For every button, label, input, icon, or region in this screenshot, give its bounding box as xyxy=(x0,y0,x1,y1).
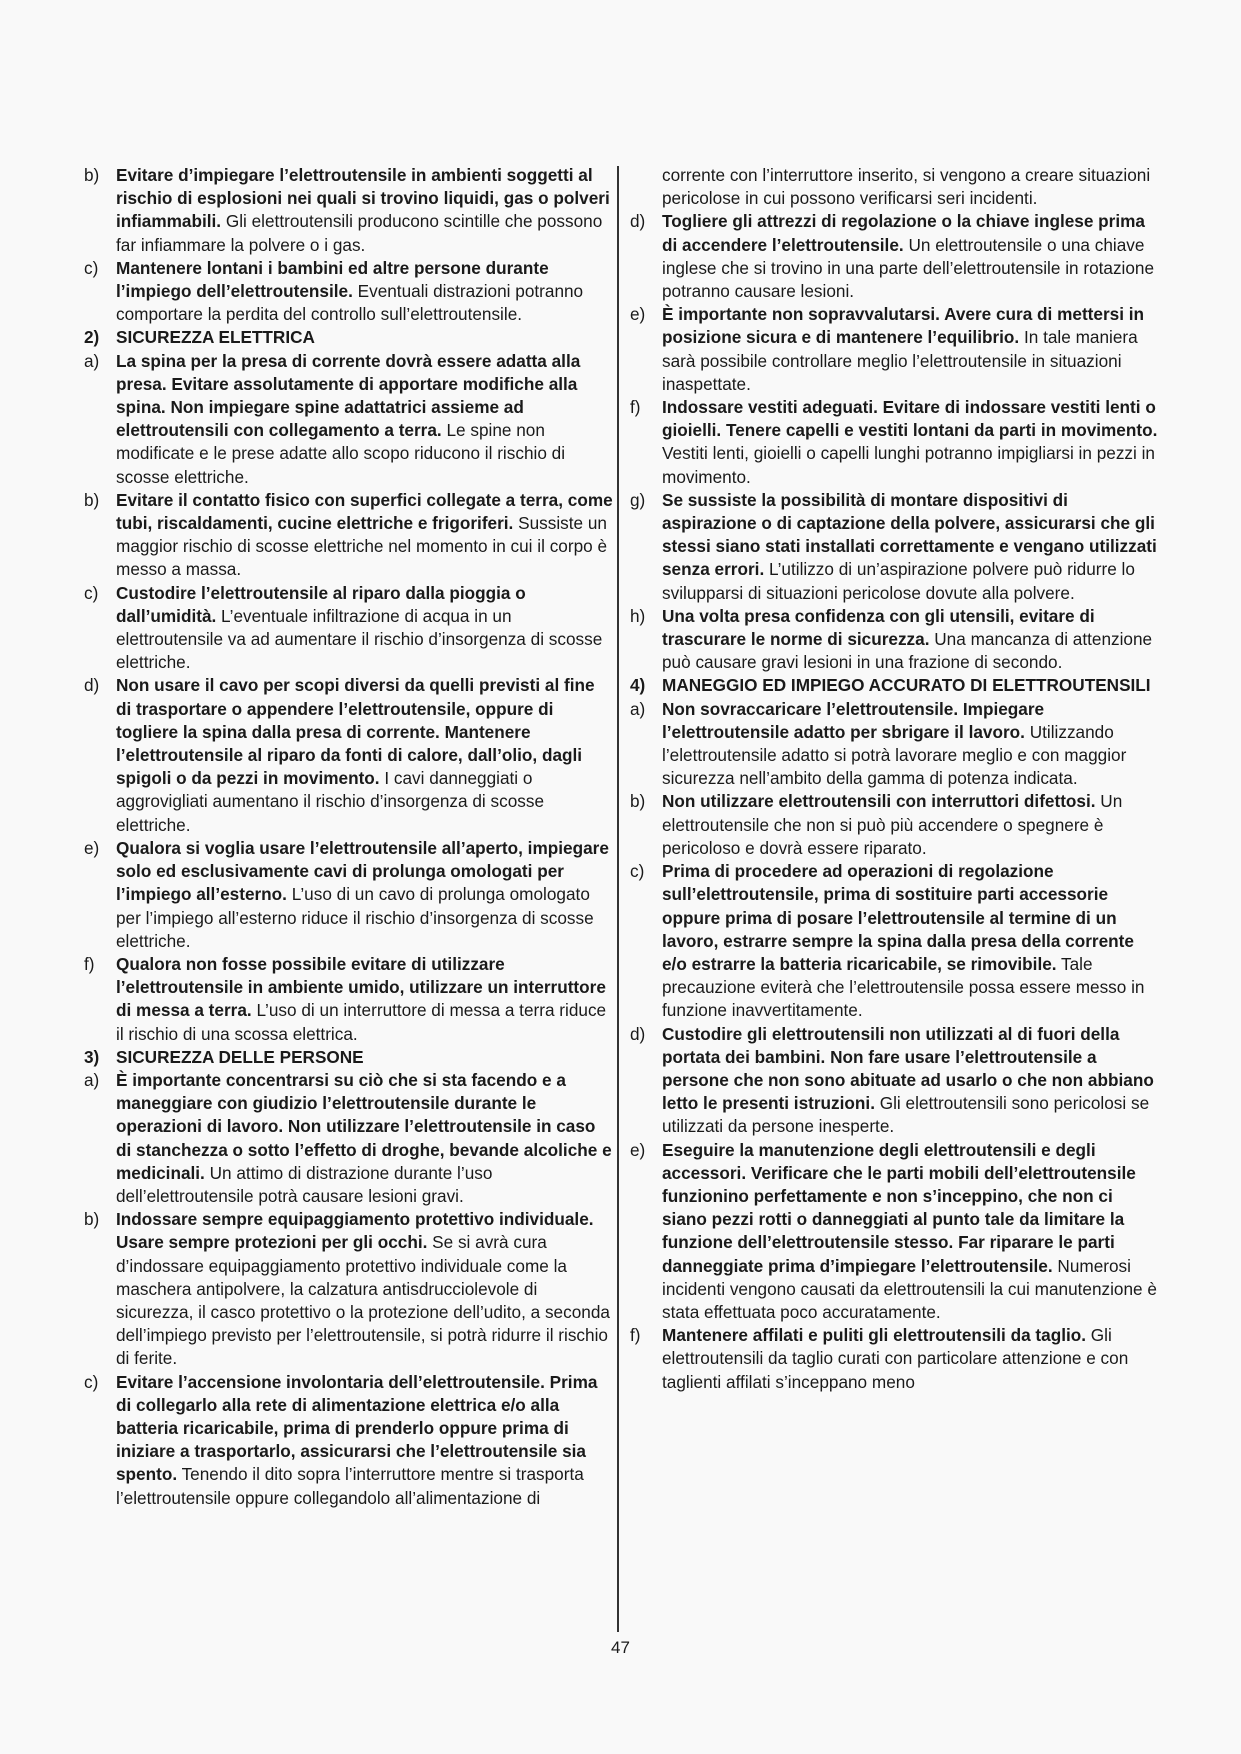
list-item: e) Eseguire la manutenzione degli elettroutensili e degli accessori. Verificare che le parti mobili dell’elettroutensile funzionino perfettamente e non s’inceppino, che non ci siano pezzi rotti o danneggiati al punto tale da limitare la funzione dell’elettroutensile stesso. Far riparare le parti danneggiate prima d’impiegare l’elettroutensile. Numerosi incidenti vengono causati da elettroutensili la cui manutenzione è stata effettuata poco accuratamente. xyxy=(630,1139,1157,1322)
list-item: f) Mantenere affilati e puliti gli elettroutensili da taglio. Gli elettroutensili da taglio curati con particolare attenzione e con taglienti affilati s’inceppano meno xyxy=(630,1325,1129,1392)
list-item: d) Custodire gli elettroutensili non utilizzati al di fuori della portata dei bambini. Non fare usare l’elettroutensile a persone che non sono abituate ad usarlo o che non abbiano letto le presenti istruzioni. Gli elettroutensili sono pericolosi se utilizzati da persone inesperte. xyxy=(630,1023,1154,1137)
left-column xyxy=(84,164,614,1510)
list-item: c) Prima di procedere ad operazioni di regolazione sull’elettroutensile, prima di sostituire parti accessorie oppure prima di posare l’elettroutensile al termine di un lavoro, estrarre sempre la spina dalla presa della corrente e/o estrarre la batteria ricaricabile, se rimovibile. Tale precauzione eviterà che l’elettroutensile possa essere messo in funzione inavvertitamente. xyxy=(630,861,1145,1021)
list-item: b) Indossare sempre equipaggiamento protettivo individuale. Usare sempre protezioni per gli occhi. Se si avrà cura d’indossare equipaggiamento protettivo individuale come la maschera antipolvere, la calzatura antisdrucciolevole di sicurezza, il casco protettivo o la protezione dell’udito, a seconda dell’impiego previsto per l’elettroutensile, si potrà ridurre il rischio di ferite. xyxy=(84,1209,610,1369)
section-heading: 3) SICUREZZA DELLE PERSONE xyxy=(84,1046,364,1067)
section-heading: 2) SICUREZZA ELETTRICA xyxy=(84,327,315,348)
column-divider xyxy=(617,166,619,1632)
section-heading: 4) MANEGGIO ED IMPIEGO ACCURATO DI ELETTROUTENSILI xyxy=(630,675,1151,696)
list-item: c) Mantenere lontani i bambini ed altre persone durante l’impiego dell’elettroutensile. Eventuali distrazioni potranno comportare la perdita del controllo sull’elettroutensile. xyxy=(84,257,584,325)
page-number: 47 xyxy=(611,1638,630,1657)
list-item: h) Una volta presa confidenza con gli utensili, evitare di trascurare le norme di sicurezza. Una mancanza di attenzione può causare gravi lesioni in una frazione di secondo. xyxy=(630,605,1153,673)
continued-text: corrente con l’interruttore inserito, si vengono a creare situazioni pericolose in cui possono verificarsi seri incidenti. xyxy=(662,165,1151,209)
list-item: f) Qualora non fosse possibile evitare di utilizzare l’elettroutensile in ambiente umido, utilizzare un interruttore di messa a terra. L’uso di un interruttore di messa a terra riduce il rischio di una scossa elettrica. xyxy=(84,953,607,1044)
list-item: f) Indossare vestiti adeguati. Evitare di indossare vestiti lenti o gioielli. Tenere capelli e vestiti lontani da parti in movimento. Vestiti lenti, gioielli o capelli lunghi potranno impigliarsi in pezzi in movimento. xyxy=(630,397,1158,487)
list-item: a) La spina per la presa di corrente dovrà essere adatta alla presa. Evitare assolutamente di apportare modifiche alla spina. Non impiegare spine adattatrici assieme ad elettroutensili con collegamento a terra. Le spine non modificate e le prese adatte allo scopo riducono il rischio di scosse elettriche. xyxy=(84,350,581,487)
list-item: g) Se sussiste la possibilità di montare dispositivi di aspirazione o di captazione della polvere, assicurarsi che gli stessi siano stati installati correttamente e vengano utilizzati senza errori. L’utilizzo di un’aspirazione polvere può ridurre lo svilupparsi di situazioni pericolose dovute alla polvere. xyxy=(630,489,1157,603)
list-item: c) Custodire l’elettroutensile al riparo dalla pioggia o dall’umidità. L’eventuale infiltrazione di acqua in un elettroutensile va ad aumentare il rischio d’insorgenza di scosse elettriche. xyxy=(84,582,603,673)
list-item: b) Non utilizzare elettroutensili con interruttori difettosi. Un elettroutensile che non si può più accendere o spegnere è pericoloso e dovrà essere riparato. xyxy=(630,791,1123,858)
list-item: b) Evitare d’impiegare l’elettroutensile in ambienti soggetti al rischio di esplosioni nei quali si trovino liquidi, gas o polveri infiammabili. Gli elettroutensili producono scintille che possono far infiammare la polvere o i gas. xyxy=(84,165,610,255)
list-item: e) Qualora si voglia usare l’elettroutensile all’aperto, impiegare solo ed esclusivamente cavi di prolunga omologati per l’impiego all’esterno. L’uso di un cavo di prolunga omologato per l’impiego all’esterno riduce il rischio d’insorgenza di scosse elettriche. xyxy=(84,837,609,951)
list-item: c) Evitare l’accensione involontaria dell’elettroutensile. Prima di collegarlo alla rete di alimentazione elettrica e/o alla batteria ricaricabile, prima di prenderlo oppure prima di iniziare a trasportarlo, assicurarsi che l’elettroutensile sia spento. Tenendo il dito sopra l’interruttore mentre si trasporta l’elettroutensile oppure collegandolo all’alimentazione di xyxy=(84,1371,598,1508)
list-item: d) Non usare il cavo per scopi diversi da quelli previsti al fine di trasportare o appendere l’elettroutensile, oppure di togliere la spina dalla presa di corrente. Mantenere l’elettroutensile al riparo da fonti di calore, dall’olio, dagli spigoli o da pezzi in movimento. I cavi danneggiati o aggrovigliati aumentano il rischio d’insorgenza di scosse elettriche. xyxy=(84,675,595,835)
list-item: e) È importante non sopravvalutarsi. Avere cura di mettersi in posizione sicura e di mantenere l’equilibrio. In tale maniera sarà possibile controllare meglio l’elettroutensile in situazioni inaspettate. xyxy=(630,304,1145,394)
list-item: d) Togliere gli attrezzi di regolazione o la chiave inglese prima di accendere l’elettroutensile. Un elettroutensile o una chiave inglese che si trovino in una parte dell’elettroutensile in rotazione potranno causare lesioni. xyxy=(630,211,1155,302)
list-item: a) È importante concentrarsi su ciò che si sta facendo e a maneggiare con giudizio l’elettroutensile durante le operazioni di lavoro. Non utilizzare l’elettroutensile in caso di stanchezza o sotto l’effetto di droghe, bevande alcoliche e medicinali. Un attimo di distrazione durante l’uso dell’elettroutensile potrà causare lesioni gravi. xyxy=(84,1069,612,1206)
right-column xyxy=(630,164,1160,1394)
list-item: b) Evitare il contatto fisico con superfici collegate a terra, come tubi, riscaldamenti, cucine elettriche e frigoriferi. Sussiste un maggior rischio di scosse elettriche nel momento in cui il corpo è messo a massa. xyxy=(84,489,613,580)
list-item: a) Non sovraccaricare l’elettroutensile. Impiegare l’elettroutensile adatto per sbrigare il lavoro. Utilizzando l’elettroutensile adatto si potrà lavorare meglio e con maggior sicurezza nell’ambito della gamma di potenza indicata. xyxy=(630,698,1127,789)
